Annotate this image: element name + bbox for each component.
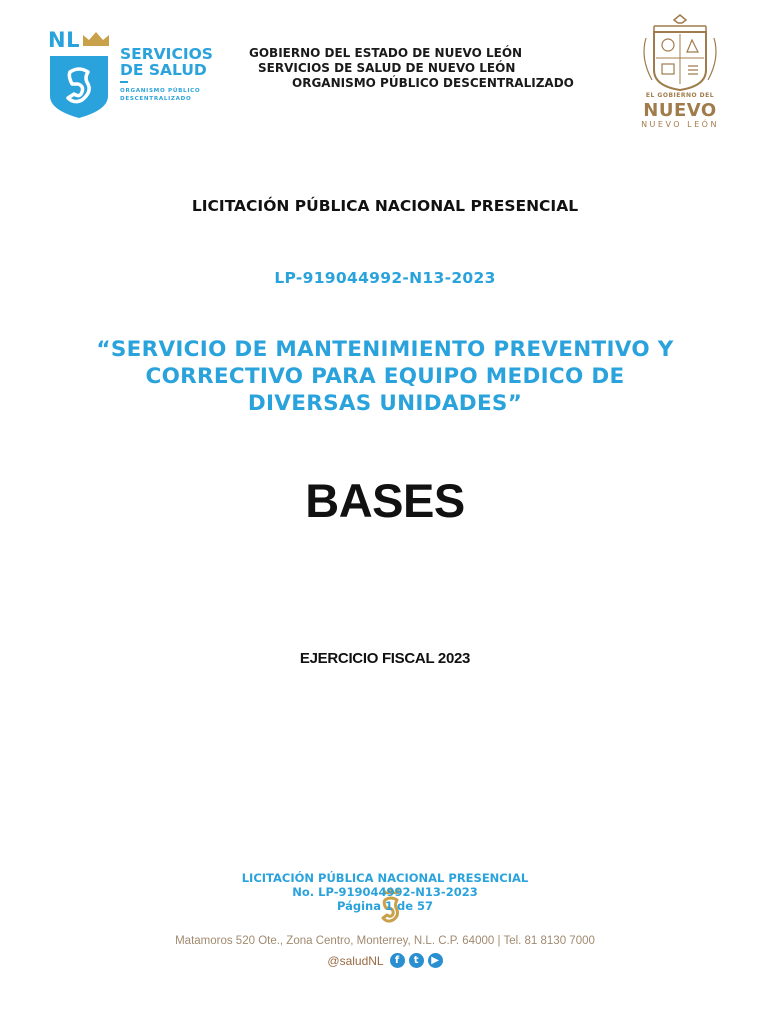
crown-icon [82, 31, 110, 47]
gobierno-nuevo-leon-emblem [632, 14, 728, 132]
service-title-line: DIVERSAS UNIDADES” [247, 391, 523, 416]
social-handle[interactable]: @saludNL [327, 953, 384, 968]
fiscal-year: EJERCICIO FISCAL 2023 [299, 650, 471, 667]
footer-line-1: LICITACIÓN PÚBLICA NACIONAL PRESENCIAL [241, 871, 529, 885]
licitacion-heading: LICITACIÓN PÚBLICA NACIONAL PRESENCIAL [191, 197, 579, 215]
emblem-small-text: EL GOBIERNO DEL [645, 92, 715, 99]
logo-nl-text: NL [48, 28, 80, 52]
emblem-big-text: NUEVO [643, 100, 717, 121]
servicios-de-salud-logo [48, 28, 228, 120]
facebook-icon[interactable]: f [390, 953, 405, 968]
service-title-line: “SERVICIO DE MANTENIMIENTO PREVENTIVO Y [96, 337, 674, 362]
logo-name: SERVICIOS DE SALUD [120, 45, 213, 79]
footer-address: Matamoros 520 Ote., Zona Centro, Monterrey, N.L. C.P. 64000 | Tel. 81 8130 7000 [175, 935, 595, 947]
header-line-2: SERVICIOS DE SALUD DE NUEVO LEÓN [258, 61, 516, 75]
shield-icon [48, 54, 110, 120]
twitter-icon[interactable]: t [409, 953, 424, 968]
logo-subtitle: ORGANISMO PÚBLICO DESCENTRALIZADO [120, 88, 201, 102]
service-title-line: CORRECTIVO PARA EQUIPO MEDICO DE [145, 364, 625, 389]
emblem-state-text: NUEVO LEÓN [641, 120, 719, 129]
youtube-icon[interactable]: ▶ [428, 953, 443, 968]
bases-heading: BASES [305, 474, 465, 527]
licitacion-code: LP-919044992-N13-2023 [274, 269, 496, 287]
footer-page-number: Página 1 de 57 [336, 899, 434, 913]
header-line-1: GOBIERNO DEL ESTADO DE NUEVO LEÓN [249, 46, 523, 60]
logo-divider [120, 81, 128, 83]
footer-line-2: No. LP-919044992-N13-2023 [292, 885, 478, 899]
coat-of-arms-icon [632, 14, 728, 92]
service-title [0, 336, 770, 417]
social-links [0, 953, 770, 968]
header-line-3: ORGANISMO PÚBLICO DESCENTRALIZADO [292, 76, 574, 90]
